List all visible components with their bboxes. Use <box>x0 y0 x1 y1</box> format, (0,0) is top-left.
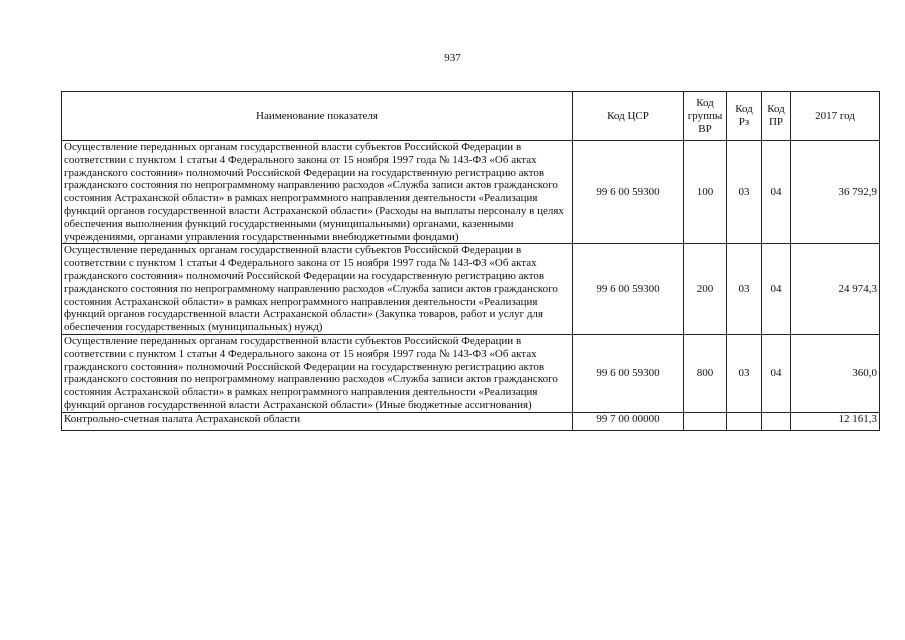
table-header-row <box>62 92 880 141</box>
row-vr-cell: 200 <box>684 244 727 335</box>
row-name-cell: Осуществление переданных органам государственной власти субъектов Российской Федерации в соответствии с пунктом 1 статьи 4 Федерального закона от 15 ноября 1997 года № 143-ФЗ «Об актах гражданского состояния» полномочий Российской Федерации на государственную регистрацию актов гражданского состояния по непрограммному направлению расходов «Служба записи актов гражданского состояния Астраханской области» в рамках непрограммного направления деятельности «Реализация функций органов государственной власти Астраханской области» (Закупка товаров, работ и услуг для обеспечения государственных (муниципальных) нужд) <box>62 244 573 335</box>
header-rz-code-line2: Рз <box>738 116 750 128</box>
table-row <box>62 334 880 412</box>
header-pr-code-line2: ПР <box>768 116 784 128</box>
row-vr-cell: 800 <box>684 334 727 412</box>
header-group-code-line2: группы <box>687 109 723 122</box>
row-amount-cell: 36 792,9 <box>791 141 880 244</box>
row-csr-cell: 99 6 00 59300 <box>573 244 684 335</box>
header-year: 2017 год <box>791 92 880 141</box>
row-csr-cell: 99 7 00 00000 <box>573 412 684 430</box>
row-vr-cell: 100 <box>684 141 727 244</box>
header-pr-code-line1: Код <box>767 103 785 115</box>
row-pr-cell: 04 <box>762 141 791 244</box>
header-group-code-line3: ВР <box>698 122 712 135</box>
row-amount-cell: 24 974,3 <box>791 244 880 335</box>
table-row <box>62 141 880 244</box>
row-csr-cell: 99 6 00 59300 <box>573 141 684 244</box>
row-rz-cell: 03 <box>727 244 762 335</box>
header-csr-code: Код ЦСР <box>573 92 684 141</box>
header-group-code-line1: Код <box>696 96 714 109</box>
row-pr-cell <box>762 412 791 430</box>
row-rz-cell <box>727 412 762 430</box>
row-csr-cell: 99 6 00 59300 <box>573 334 684 412</box>
row-amount-cell: 12 161,3 <box>791 412 880 430</box>
header-name: Наименование показателя <box>62 92 573 141</box>
row-rz-cell: 03 <box>727 141 762 244</box>
row-pr-cell: 04 <box>762 244 791 335</box>
table-row <box>62 412 880 430</box>
row-name-cell: Осуществление переданных органам государственной власти субъектов Российской Федерации в соответствии с пунктом 1 статьи 4 Федерального закона от 15 ноября 1997 года № 143-ФЗ «Об актах гражданского состояния» полномочий Российской Федерации на государственную регистрацию актов гражданского состояния по непрограммному направлению расходов «Служба записи актов гражданского состояния Астраханской области» в рамках непрограммного направления деятельности «Реализация функций органов государственной власти Астраханской области» (Иные бюджетные ассигнования) <box>62 334 573 412</box>
row-amount-cell: 360,0 <box>791 334 880 412</box>
header-rz-code <box>727 92 762 141</box>
header-pr-code <box>762 92 791 141</box>
budget-table <box>61 91 880 431</box>
page-number: 937 <box>444 52 461 64</box>
row-name-cell: Контрольно-счетная палата Астраханской области <box>62 412 573 430</box>
row-vr-cell <box>684 412 727 430</box>
header-group-code <box>684 92 727 141</box>
row-rz-cell: 03 <box>727 334 762 412</box>
row-name-cell: Осуществление переданных органам государственной власти субъектов Российской Федерации в соответствии с пунктом 1 статьи 4 Федерального закона от 15 ноября 1997 года № 143-ФЗ «Об актах гражданского состояния» полномочий Российской Федерации на государственную регистрацию актов гражданского состояния по непрограммному направлению расходов «Служба записи актов гражданского состояния Астраханской области» в рамках непрограммного направления деятельности «Реализация функций органов государственной власти Астраханской области» (Расходы на выплаты персоналу в целях обеспечения выполнения функций государственными (муниципальными) органами, казенными учреждениями, органами управления государственными внебюджетными фондами) <box>62 141 573 244</box>
row-pr-cell: 04 <box>762 334 791 412</box>
header-rz-code-line1: Код <box>735 103 753 115</box>
table-row <box>62 244 880 335</box>
